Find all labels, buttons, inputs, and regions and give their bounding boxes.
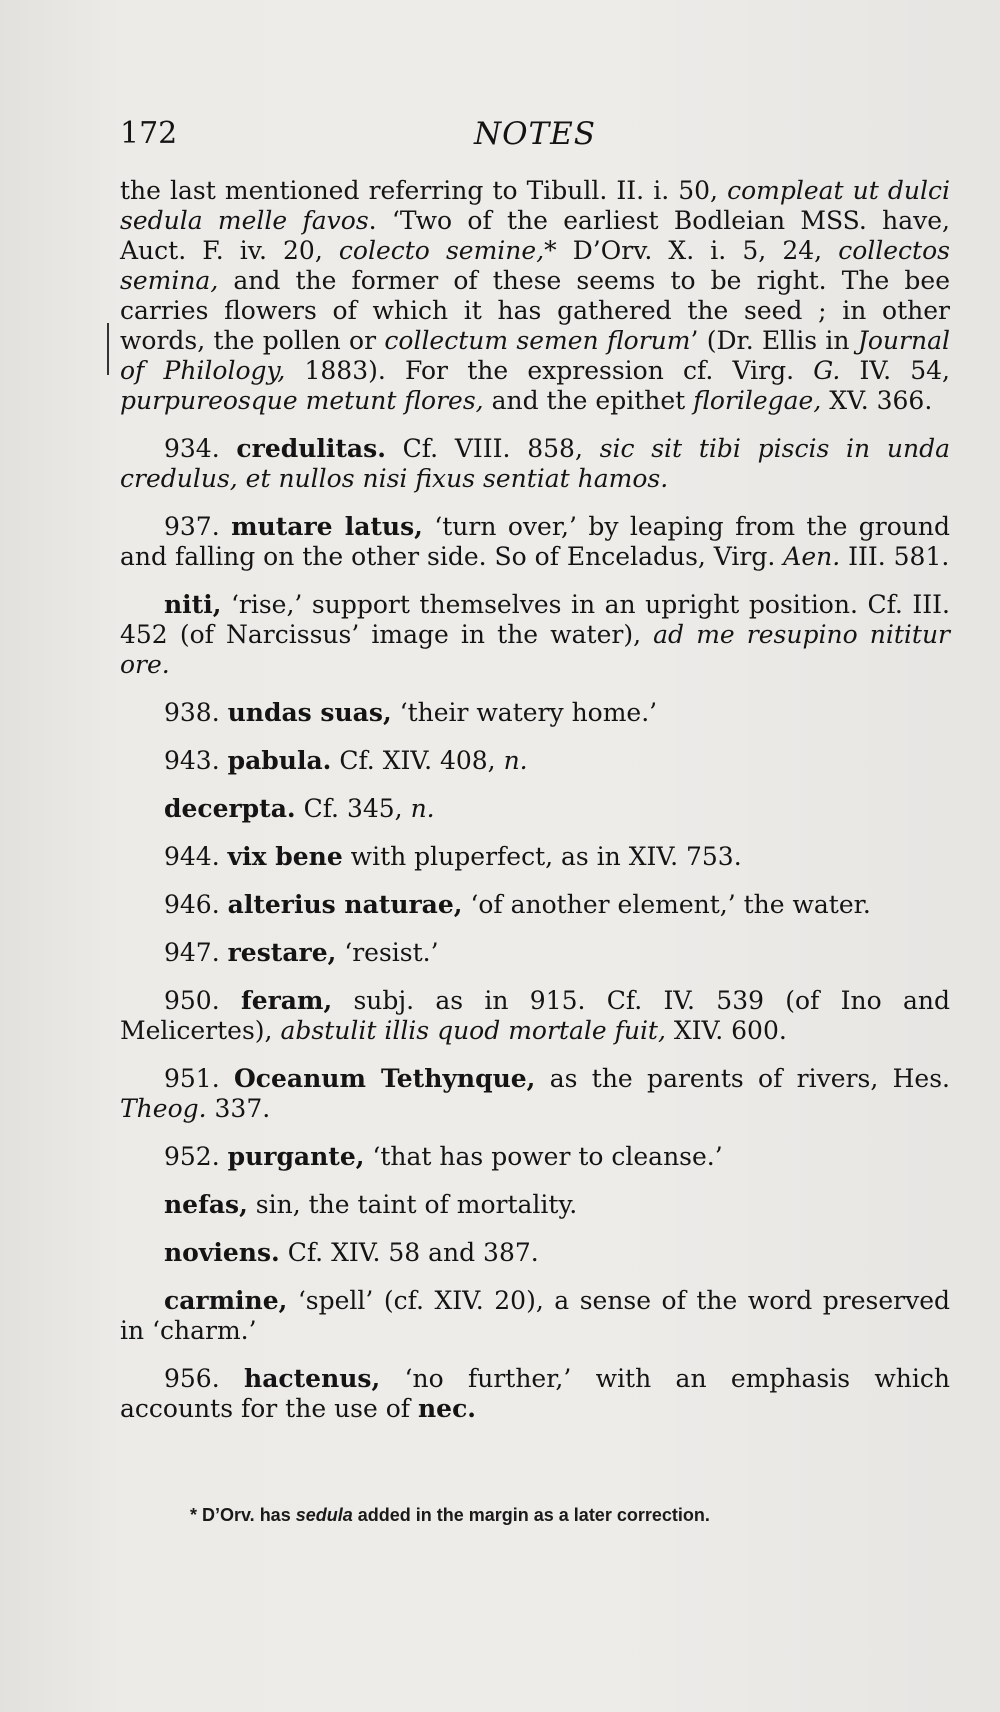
note-956: 956. hactenus, ‘no further,’ with an emphasis which accounts for the use of nec.	[120, 1364, 950, 1423]
note-951: 951. Oceanum Tethynque, as the parents of rivers, Hes. Theog. 337.	[120, 1064, 950, 1123]
note-noviens: noviens. Cf. XIV. 58 and 387.	[164, 1238, 539, 1267]
notes-body	[120, 176, 950, 1442]
note-niti: niti, ‘rise,’ support themselves in an upright position. Cf. III. 452 (of Narcissus’ image in the water), ad me resupino nititur ore.	[120, 590, 950, 679]
footnote: * D’Orv. has sedula added in the margin as a later correction.	[190, 1505, 710, 1525]
page-header	[120, 116, 950, 160]
note-carmine: carmine, ‘spell’ (cf. XIV. 20), a sense of the word preserved in ‘charm.’	[120, 1286, 950, 1345]
note-decerpta: decerpta. Cf. 345, n.	[164, 794, 435, 823]
margin-bracket	[107, 323, 109, 375]
note-950: 950. feram, subj. as in 915. Cf. IV. 539 (of Ino and Melicertes), abstulit illis quod mortale fuit, XIV. 600.	[120, 986, 950, 1045]
note-947: 947. restare, ‘resist.’	[164, 938, 439, 967]
note-continuation: the last mentioned referring to Tibull. II. i. 50, compleat ut dulci sedula melle favos. ‘Two of the earliest Bodleian MSS. have, Auct. F. iv. 20, colecto semine,* D’Orv. X. i. 5, 24, collectos semina, and the former of these seems to be right. The bee carries flowers of which it has gathered the seed ; in other words, the pollen or collectum semen florum’ (Dr. Ellis in Journal of Philology, 1883). For the expression cf. Virg. G. IV. 54, purpureosque metunt flores, and the epithet florilegae, XV. 366.	[120, 176, 950, 415]
note-952: 952. purgante, ‘that has power to cleanse.’	[164, 1142, 723, 1171]
note-nefas: nefas, sin, the taint of mortality.	[164, 1190, 578, 1219]
note-938: 938. undas suas, ‘their watery home.’	[164, 698, 658, 727]
note-934: 934. credulitas. Cf. VIII. 858, sic sit tibi piscis in unda credulus, et nullos nisi fixus sentiat hamos.	[120, 434, 950, 493]
running-title: NOTES	[473, 116, 597, 152]
page-number: 172	[120, 116, 178, 151]
note-937: 937. mutare latus, ‘turn over,’ by leaping from the ground and falling on the other side. So of Enceladus, Virg. Aen. III. 581.	[120, 512, 950, 571]
note-944: 944. vix bene with pluperfect, as in XIV. 753.	[164, 842, 742, 871]
note-946: 946. alterius naturae, ‘of another element,’ the water.	[164, 890, 871, 919]
note-943: 943. pabula. Cf. XIV. 408, n.	[164, 746, 528, 775]
